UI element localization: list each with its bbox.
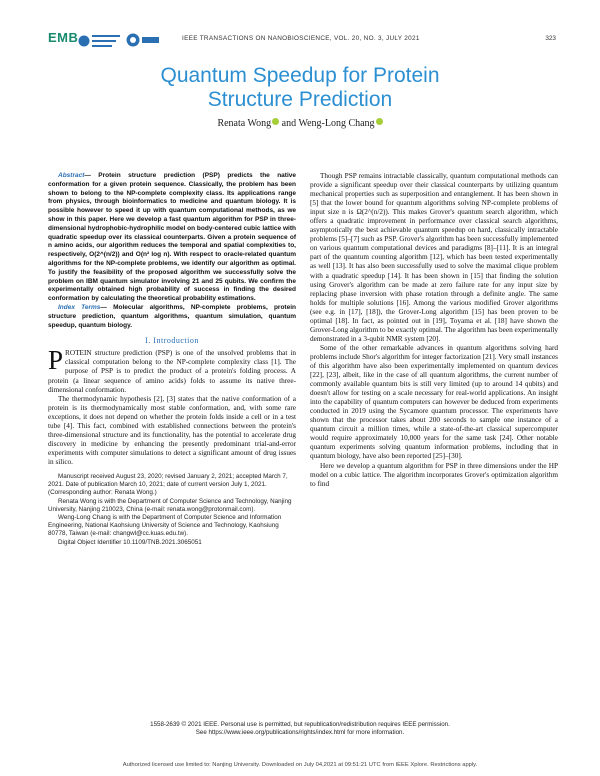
footnote-manuscript: Manuscript received August 23, 2020; revised January 2, 2021; accepted March 7, 2021. Date of publication March 10, 2021; date of current version July 1, 2021. (Corresponding author: Renata Wong.) <box>48 473 288 497</box>
title-line-2: Structure Prediction <box>207 88 393 111</box>
author-name: Weng-Long Chang <box>298 118 375 129</box>
license-footer: Authorized licensed use limited to: Nanjing University. Downloaded on July 04,2021 at 09:51:21 UTC from IEEE Xplore. Restrictions apply. <box>122 762 478 768</box>
emb-logo: EMB <box>48 30 79 45</box>
author-name: Renata Wong <box>217 118 272 129</box>
section-heading: I. Introduction <box>145 336 199 346</box>
copyright-line-1: 1558-2639 © 2021 IEEE. Personal use is permitted, but republication/redistribution requires IEEE permission. <box>150 721 450 728</box>
page-number: 323 <box>545 35 556 42</box>
ieee-nano-logo <box>126 32 160 48</box>
embs-society-logo <box>78 31 122 51</box>
body-paragraph: The thermodynamic hypothesis [2], [3] states that the native conformation of a protein is its thermodynamically most stable conformation, and, with some rare exceptions, it does not depend on whether the protein folds inside a cell or in a test tube [4]. This fact, combined with established connections between the protein's three-dimensional structure and its functionality, has the potential to accelerate drug discovery in medicine by enhancing the presently predominant trial-and-error experiments with computer simulations to detect a significant amount of drug issues in silico. <box>48 394 296 466</box>
author-list <box>100 118 500 129</box>
body-paragraph: Though PSP remains intractable classically, quantum computational methods can provide a significant speedup over their classical counterparts by utilizing quantum mechanical properties such as superposition and entanglement. It has been shown in [5] that the lower bound for quantum algorithms solving NP-complete problems of input size n is Ω(2^(n/2)). This makes Grover's quantum search algorithm, which offers a quadratic improvement in performance over classical search algorithms, asymptotically the best achievable quantum speedup on hard, classically intractable problems [5]–[7] such as PSP. Grover's algorithm has been successfully implemented on various quantum computational devices and paradigms [8]–[11]. It is an integral part of the quantum counting algorithm [12], which has been tested experimentally as well [13]. It has also been successfully used to solve the maximal clique problem with a quadratic speedup [14]. It has been shown in [15] that finding the solution using Grover's algorithm can be made at zero failure rate for any input size by replacing phase inversion with phase rotation through a definite angle. The same holds for multiple solutions [16]. Among the various modified Grover algorithms (see e.g. in [17], [18]), the Grover-Long algorithm [15] has been proven to be optimal [18]. In fact, as pointed out in [19], Toyama et al. [18] have shown the Grover-Long algorithm to be exactly optimal. The algorithm has been experimentally demonstrated in a 3-qubit NMR system [20]. <box>310 172 558 343</box>
footnote-author2: Weng-Long Chang is with the Department of Computer Science and Information Engineering, National Kaohsiung University of Science and Technology, Kaohsiung 80778, Taiwan (e-mail: changwl@cc.kuas.edu.tw). <box>48 514 282 538</box>
orcid-icon[interactable] <box>376 118 383 125</box>
abstract-label: Abstract <box>58 172 85 179</box>
body-paragraph <box>48 345 296 394</box>
footnotes <box>48 473 296 547</box>
abstract <box>48 172 296 304</box>
body-paragraph: Some of the other remarkable advances in quantum algorithms solving hard problems include Shor's algorithm for integer factorization [21]. Very small instances of this algorithm have also been experimentally implemented on quantum devices [22], [23], albeit, like in the case of all quantum algorithms, the current number of commonly available quantum bits is still very limited (up to around 14 qubits) and doesn't allow for testing on a scale necessary for real-world applications. An insight into the capability of quantum computers can however be deduced from experiments conducted in 2019 using the Sycamore quantum processor. The experiments have shown that the processor takes about 200 seconds to sample one instance of a quantum circuit a million times, while a state-of-the-art classical supercomputer would require approximately 10,000 years for the same task [24]. Other notable quantum experiments solving quantum information problems, including that in quantum biology, have also been reported [25]–[30]. <box>310 343 558 461</box>
footnote-author1: Renata Wong is with the Department of Computer Science and Technology, Nanjing University, Nanjing 210023, China (e-mail: renata.wong@protonmail.com). <box>48 497 292 513</box>
paragraph-text: ROTEIN structure prediction (PSP) is one of the unsolved problems that in classical computation belong to the NP-complete complexity class [1]. The purpose of PSP is to predict the product of a protein's folding process. A protein (a linear sequence of amino acids) folds to assume its native three-dimensional conformation. <box>48 349 296 394</box>
drop-cap: P <box>48 345 64 376</box>
index-terms-label: Index Terms <box>58 303 101 311</box>
author-conjunction: and <box>279 118 299 129</box>
body-paragraph: Here we develop a quantum algorithm for PSP in three dimensions under the HP model on a cubic lattice. The algorithm incorporates Grover's optimization algorithm to find <box>310 461 558 488</box>
index-terms <box>48 304 296 330</box>
title-line-1: Quantum Speedup for Protein <box>160 64 440 87</box>
index-terms-text: — Molecular algorithms, NP-complete problems, protein structure prediction, quantum algorithms, quantum simulation, quantum speedup, quantum biology. <box>48 303 296 329</box>
paper-title <box>100 64 500 112</box>
abstract-text: — Protein structure prediction (PSP) predicts the native conformation for a given protein sequence. Classically, the problem has been shown to belong to the NP-complete complexity class. Its applications range from physics, through bioinformatics to medicine and quantum biology. It is possible however to speed it up with quantum computational methods, as we show in this paper. Here we develop a fast quantum algorithm for PSP in three-dimensional hydrophobic-hydrophilic model on body-centered cubic lattice with quadratic speedup over its classical counterparts. Given a protein sequence of n amino acids, our algorithm reduces the temporal and spatial complexities to, respectively, O(2^(n/2)) and O(n² log n). With respect to oracle-related quantum algorithms for the NP-complete problems, we identify our algorithm as optimal. To justify the feasibility of the proposed algorithm we successfully solve the problem on IBM quantum simulator involving 21 and 25 qubits. We confirm the experimentally obtained high probability of success in finding the desired conformation by calculating the theoretical probability estimations. <box>48 172 296 303</box>
left-column <box>48 172 296 547</box>
journal-name: IEEE TRANSACTIONS ON NANOBIOSCIENCE, VOL. 20, NO. 3, JULY 2021 <box>182 35 420 42</box>
page-header <box>48 30 556 54</box>
footnote-doi: Digital Object Identifier 10.1109/TNB.2021.3065051 <box>58 538 202 546</box>
right-column <box>310 172 558 489</box>
copyright-line-2: See https://www.ieee.org/publications/rights/index.html for more information. <box>195 729 405 737</box>
copyright-notice <box>100 721 500 738</box>
